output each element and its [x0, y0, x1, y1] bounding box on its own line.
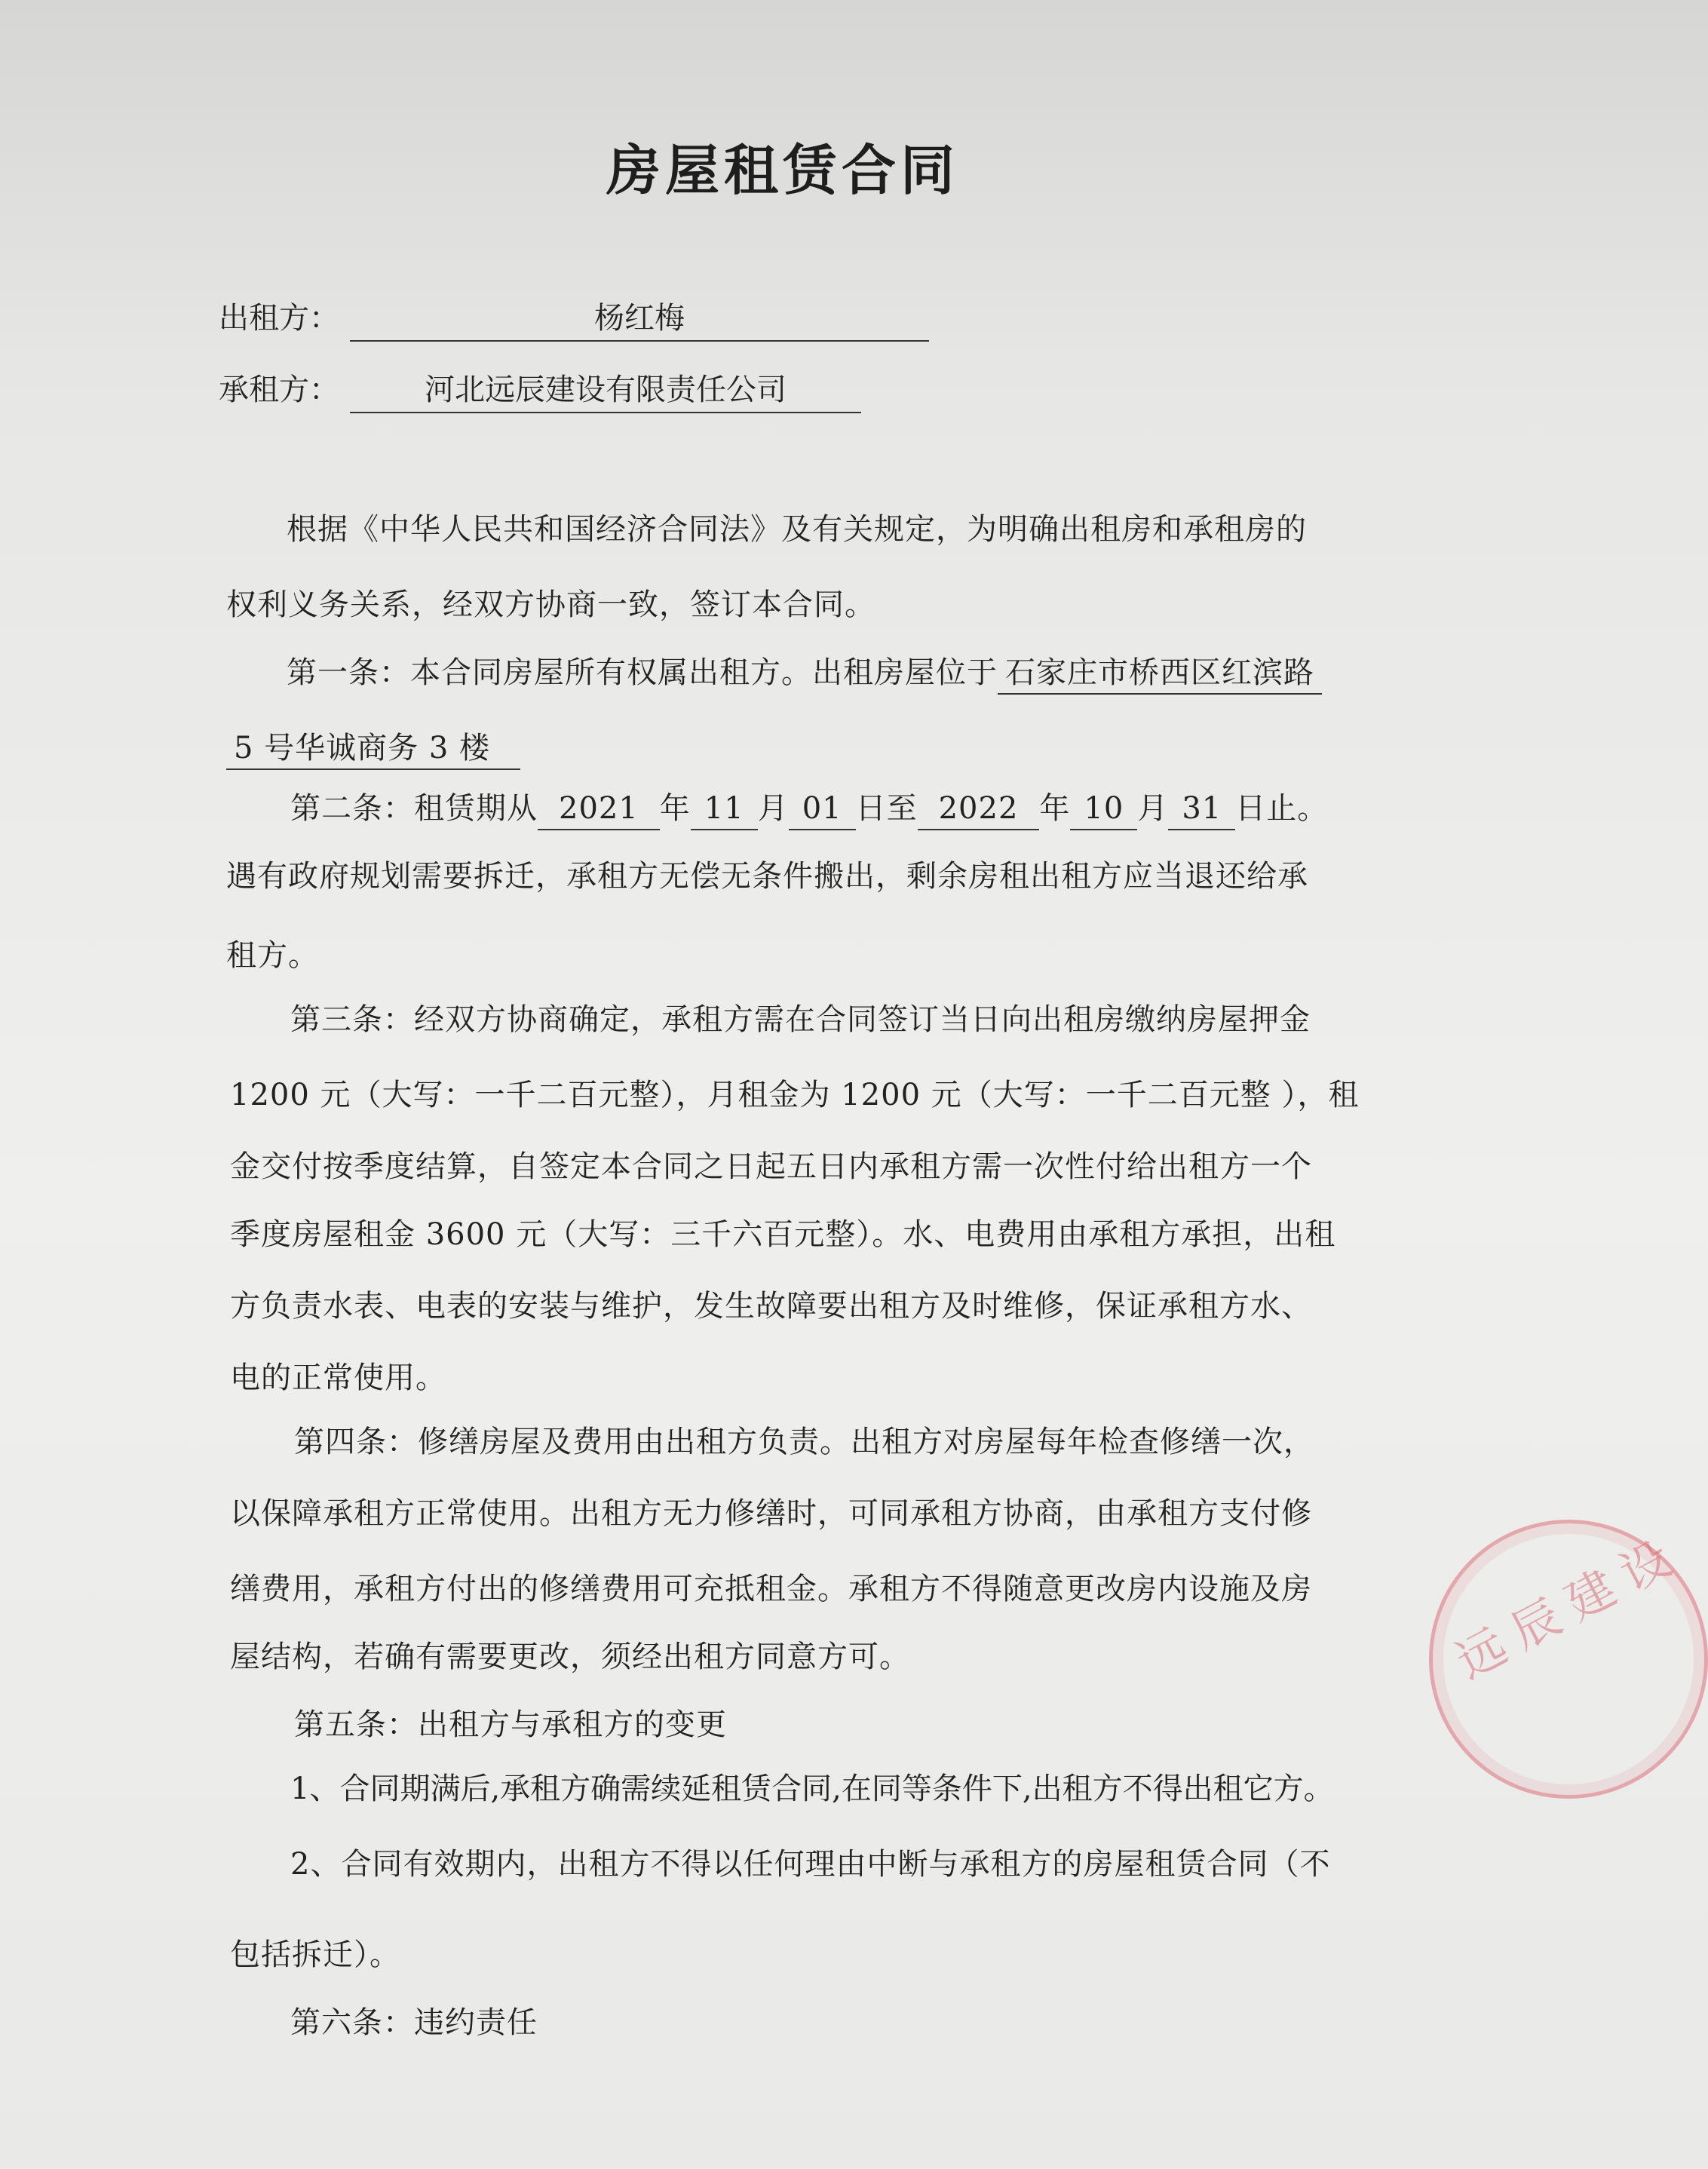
article3-line-6: 电的正常使用。	[230, 1361, 446, 1395]
article2-month-char-2: 月	[1137, 791, 1169, 826]
lessor-row	[219, 294, 929, 342]
article2-suffix: 日止。	[1235, 791, 1329, 826]
article6-heading: 第六条：违约责任	[290, 2005, 538, 2040]
article2-line-3: 租方。	[226, 938, 319, 973]
article3-line-2: 1200 元（大写：一千二百元整），月租金为 1200 元（大写：一千二百元整 ），租	[230, 1078, 1360, 1112]
article1-address-part1: 石家庄市桥西区红滨路	[998, 655, 1322, 695]
lessee-name: 河北远辰建设有限责任公司	[350, 366, 861, 413]
article2-end-month: 10	[1070, 791, 1137, 830]
article2-month-char: 月	[757, 791, 789, 826]
article3-line-5: 方负责水表、电表的安装与维护，发生故障要出租方及时维修，保证承租方水、	[230, 1289, 1312, 1324]
article3-line-4: 季度房屋租金 3600 元（大写：三千六百元整）。水、电费用由承租方承担，出租	[230, 1217, 1336, 1252]
article1-line-2	[226, 724, 520, 767]
article2-start-year: 2021	[538, 791, 660, 830]
article4-line-4: 屋结构，若确有需要更改，须经出租方同意方可。	[230, 1640, 910, 1674]
lessor-name: 杨红梅	[350, 294, 929, 342]
article2-year-char-2: 年	[1039, 791, 1071, 826]
article4-line-3: 缮费用，承租方付出的修缮费用可充抵租金。承租方不得随意更改房内设施及房	[230, 1572, 1312, 1606]
article1-text: 第一条：本合同房屋所有权属出租方。出租房屋位于	[287, 655, 998, 690]
article3-line-1: 第三条：经双方协商确定，承租方需在合同签订当日向出租房缴纳房屋押金	[290, 1002, 1311, 1037]
article2-year-char: 年	[659, 791, 691, 826]
article2-end-day: 31	[1168, 791, 1235, 830]
article4-line-1: 第四条：修缮房屋及费用由出租方负责。出租方对房屋每年检查修缮一次，	[294, 1425, 1314, 1459]
article2-start-month: 11	[691, 791, 758, 830]
article2-prefix: 第二条：租赁期从	[290, 791, 538, 826]
article2-to-text: 日至	[855, 791, 918, 826]
preamble-line-1: 根据《中华人民共和国经济合同法》及有关规定，为明确出租房和承租房的	[287, 512, 1307, 547]
page-title: 房屋租赁合同	[606, 138, 959, 202]
preamble-line-2: 权利义务关系，经双方协商一致，签订本合同。	[226, 588, 875, 622]
article2-line-2: 遇有政府规划需要拆迁，承租方无偿无条件搬出，剩余房租出租方应当退还给承	[226, 859, 1308, 894]
article1-address-part2: 5 号华诚商务 3 楼	[226, 731, 520, 770]
lessee-label: 承租方：	[219, 373, 339, 407]
company-seal-text: 远辰建设	[1447, 1524, 1692, 1690]
lessee-row	[219, 366, 861, 413]
article1-line-1	[287, 649, 1322, 692]
article4-line-2: 以保障承租方正常使用。出租方无力修缮时，可同承租方协商，由承租方支付修	[230, 1496, 1312, 1531]
article5-item-2-line-2: 包括拆迁）。	[230, 1937, 400, 1972]
lessor-label: 出租方：	[219, 301, 339, 336]
article5-heading: 第五条：出租方与承租方的变更	[294, 1707, 727, 1742]
article2-line-1	[290, 784, 1328, 827]
article2-start-day: 01	[789, 791, 856, 830]
article3-line-3: 金交付按季度结算，自签定本合同之日起五日内承租方需一次性付给出租方一个	[230, 1149, 1312, 1184]
article2-end-year: 2022	[918, 791, 1040, 830]
article5-item-1: 1、合同期满后,承租方确需续延租赁合同,在同等条件下,出租方不得出租它方。	[290, 1772, 1334, 1806]
article5-item-2-line-1: 2、合同有效期内，出租方不得以任何理由中断与承租方的房屋租赁合同（不	[290, 1847, 1331, 1882]
